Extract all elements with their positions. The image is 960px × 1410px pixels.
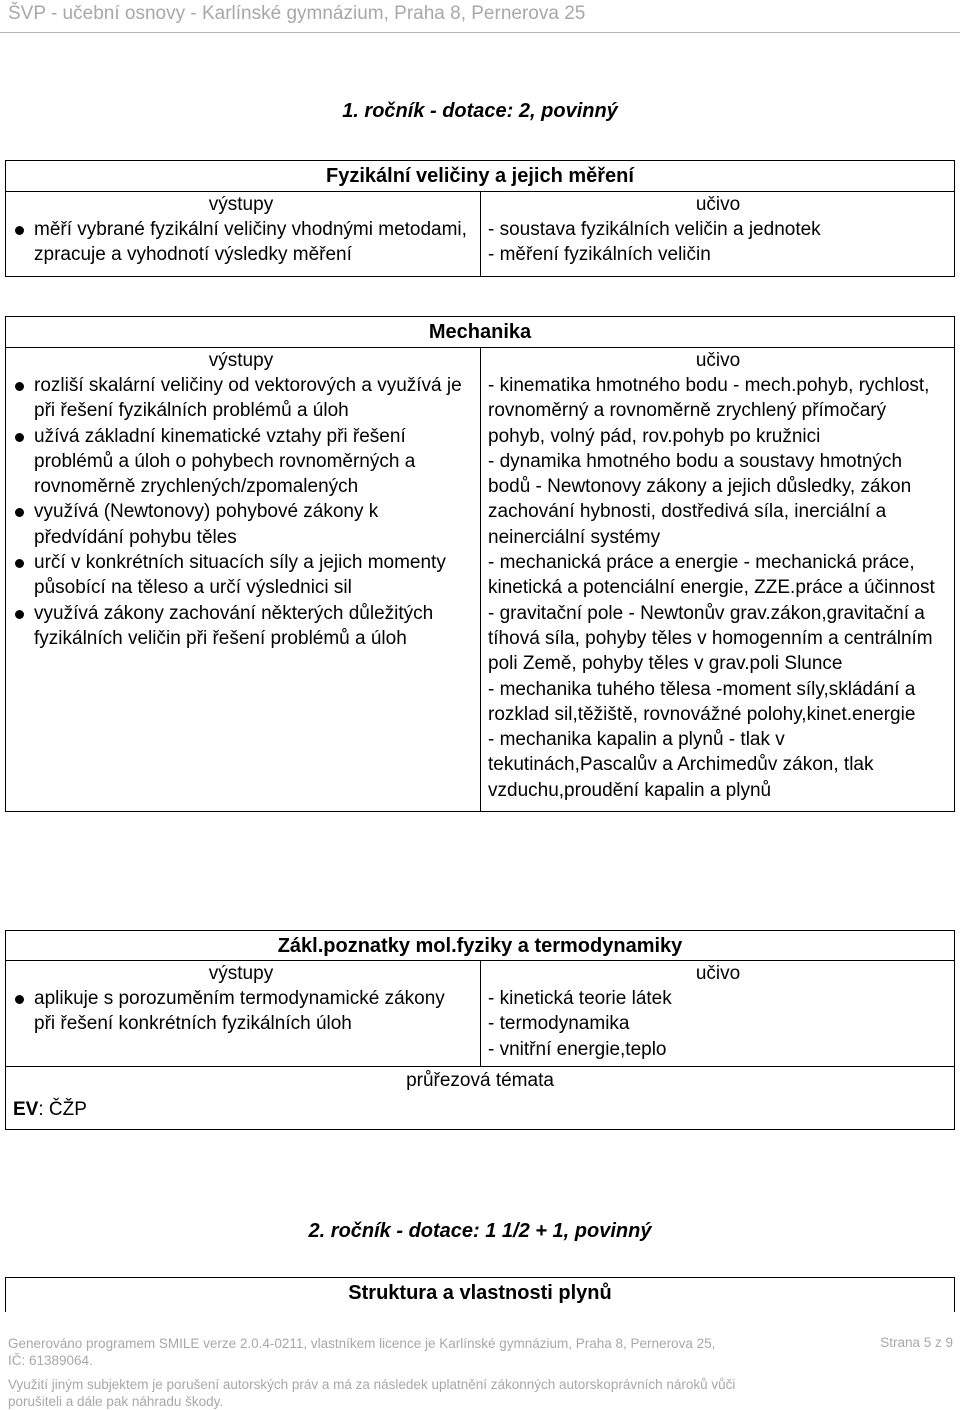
curriculum-item: - měření fyzikálních veličin	[488, 244, 711, 266]
curriculum-column	[481, 348, 954, 811]
curriculum-heading: učivo	[695, 194, 741, 215]
year2-heading: 2. ročník - dotace: 1 1/2 + 1, povinný	[308, 1220, 652, 1242]
document-header-title: ŠVP - učební osnovy - Karlínské gymnázium, Praha 8, Pernerova 25	[8, 3, 586, 24]
curriculum-item: - soustava fyzikálních veličin a jednotek	[488, 219, 821, 240]
outcome-item: rozliší skalární veličiny od vektorových a využívá je při řešení fyzikálních problémů a úloh	[12, 373, 470, 424]
subject-block-thermodynamics	[5, 930, 955, 1130]
page-number: Strana 5 z 9	[880, 1335, 953, 1350]
outcomes-list	[12, 986, 470, 1037]
year1-heading: 1. ročník - dotace: 2, povinný	[342, 100, 618, 122]
curriculum-item: - termodynamika	[488, 1013, 630, 1035]
cross-topic-text: : ČŽP	[38, 1098, 87, 1120]
cross-topic-code: EV	[13, 1098, 39, 1120]
curriculum-column	[481, 192, 954, 276]
block-title: Mechanika	[6, 317, 954, 348]
curriculum-column	[481, 961, 954, 1066]
outcomes-column	[6, 348, 481, 811]
subject-block-mechanics	[5, 316, 955, 812]
curriculum-item: - mechanika tuhého tělesa -moment síly,skládání a rozklad sil,těžiště, rovnovážné polohy,kinet.energie	[488, 678, 916, 725]
outcomes-list	[12, 373, 470, 651]
curriculum-item: - gravitační pole - Newtonův grav.zákon,gravitační a tíhová síla, pohyby těles v homogenním a centrálním poli Země, pohyby těles v grav.poli Slunce	[488, 602, 933, 675]
block-columns	[6, 348, 954, 811]
curriculum-item: - mechanika kapalin a plynů - tlak v tekutinách,Pascalův a Archimedův zákon, tlak vzduchu,proudění kapalin a plynů	[488, 729, 874, 801]
curriculum-item: - vnitřní energie,teplo	[488, 1038, 667, 1060]
subject-block-physical-quantities	[5, 160, 955, 277]
outcome-item: využívá (Newtonovy) pohybové zákony k předvídání pohybu těles	[12, 499, 470, 550]
block-columns	[6, 192, 954, 276]
curriculum-item: - kinetická teorie látek	[488, 988, 672, 1009]
outcomes-heading: výstupy	[208, 963, 274, 984]
footer-generator-line: Generováno programem SMILE verze 2.0.4-0211, vlastníkem licence je Karlínské gymnázium, Praha 8, Pernerova 25,	[8, 1336, 716, 1351]
header-divider	[0, 32, 960, 33]
subject-block-gases	[5, 1277, 955, 1312]
block-title: Zákl.poznatky mol.fyziky a termodynamiky	[6, 931, 954, 961]
outcomes-heading: výstupy	[208, 194, 274, 215]
outcome-item: měří vybrané fyzikální veličiny vhodnými metodami, zpracuje a vyhodnotí výsledky měření	[12, 217, 470, 268]
cross-topics-body	[6, 1095, 954, 1129]
footer-ic-line: IČ: 61389064.	[8, 1353, 93, 1368]
curriculum-heading: učivo	[695, 963, 741, 984]
outcomes-list	[12, 217, 470, 268]
cross-topics-heading: průřezová témata	[6, 1066, 954, 1095]
outcomes-column	[6, 192, 481, 276]
curriculum-item: - mechanická práce a energie - mechanická práce, kinetická a potenciální energie, ZZE.práce a účinnost	[488, 552, 935, 599]
footer-copyright-line: Využití jiným subjektem je porušení autorských práv a má za následek uplatnění zákonných autorskoprávních nároků vůči	[8, 1377, 736, 1392]
curriculum-item: - kinematika hmotného bodu - mech.pohyb, rychlost, rovnoměrný a rovnoměrně zrychlený přímočarý pohyb, volný pád, rov.pohyb po kružnici	[488, 375, 930, 447]
outcome-item: aplikuje s porozuměním termodynamické zákony při řešení konkrétních fyzikálních úloh	[12, 986, 470, 1037]
curriculum-item: - dynamika hmotného bodu a soustavy hmotných bodů - Newtonovy zákony a jejich důsledky, zákon zachování hybnosti, dostředivá síla, inerciální a neinerciální systémy	[488, 450, 912, 548]
curriculum-heading: učivo	[695, 350, 741, 371]
outcomes-column	[6, 961, 481, 1066]
outcomes-heading: výstupy	[208, 350, 274, 371]
outcome-item: využívá zákony zachování některých důležitých fyzikálních veličin při řešení problémů a úloh	[12, 601, 470, 652]
outcome-item: určí v konkrétních situacích síly a jejich momenty působící na těleso a určí výslednici sil	[12, 550, 470, 601]
footer-copyright-line-2: porušiteli a dále pak náhradu škody.	[8, 1394, 224, 1409]
block-columns	[6, 961, 954, 1066]
block-title: Fyzikální veličiny a jejich měření	[6, 161, 954, 192]
block-title: Struktura a vlastnosti plynů	[348, 1282, 612, 1304]
outcome-item: užívá základní kinematické vztahy při řešení problémů a úloh o pohybech rovnoměrných a rovnoměrně zrychlených/zpomalených	[12, 424, 470, 500]
